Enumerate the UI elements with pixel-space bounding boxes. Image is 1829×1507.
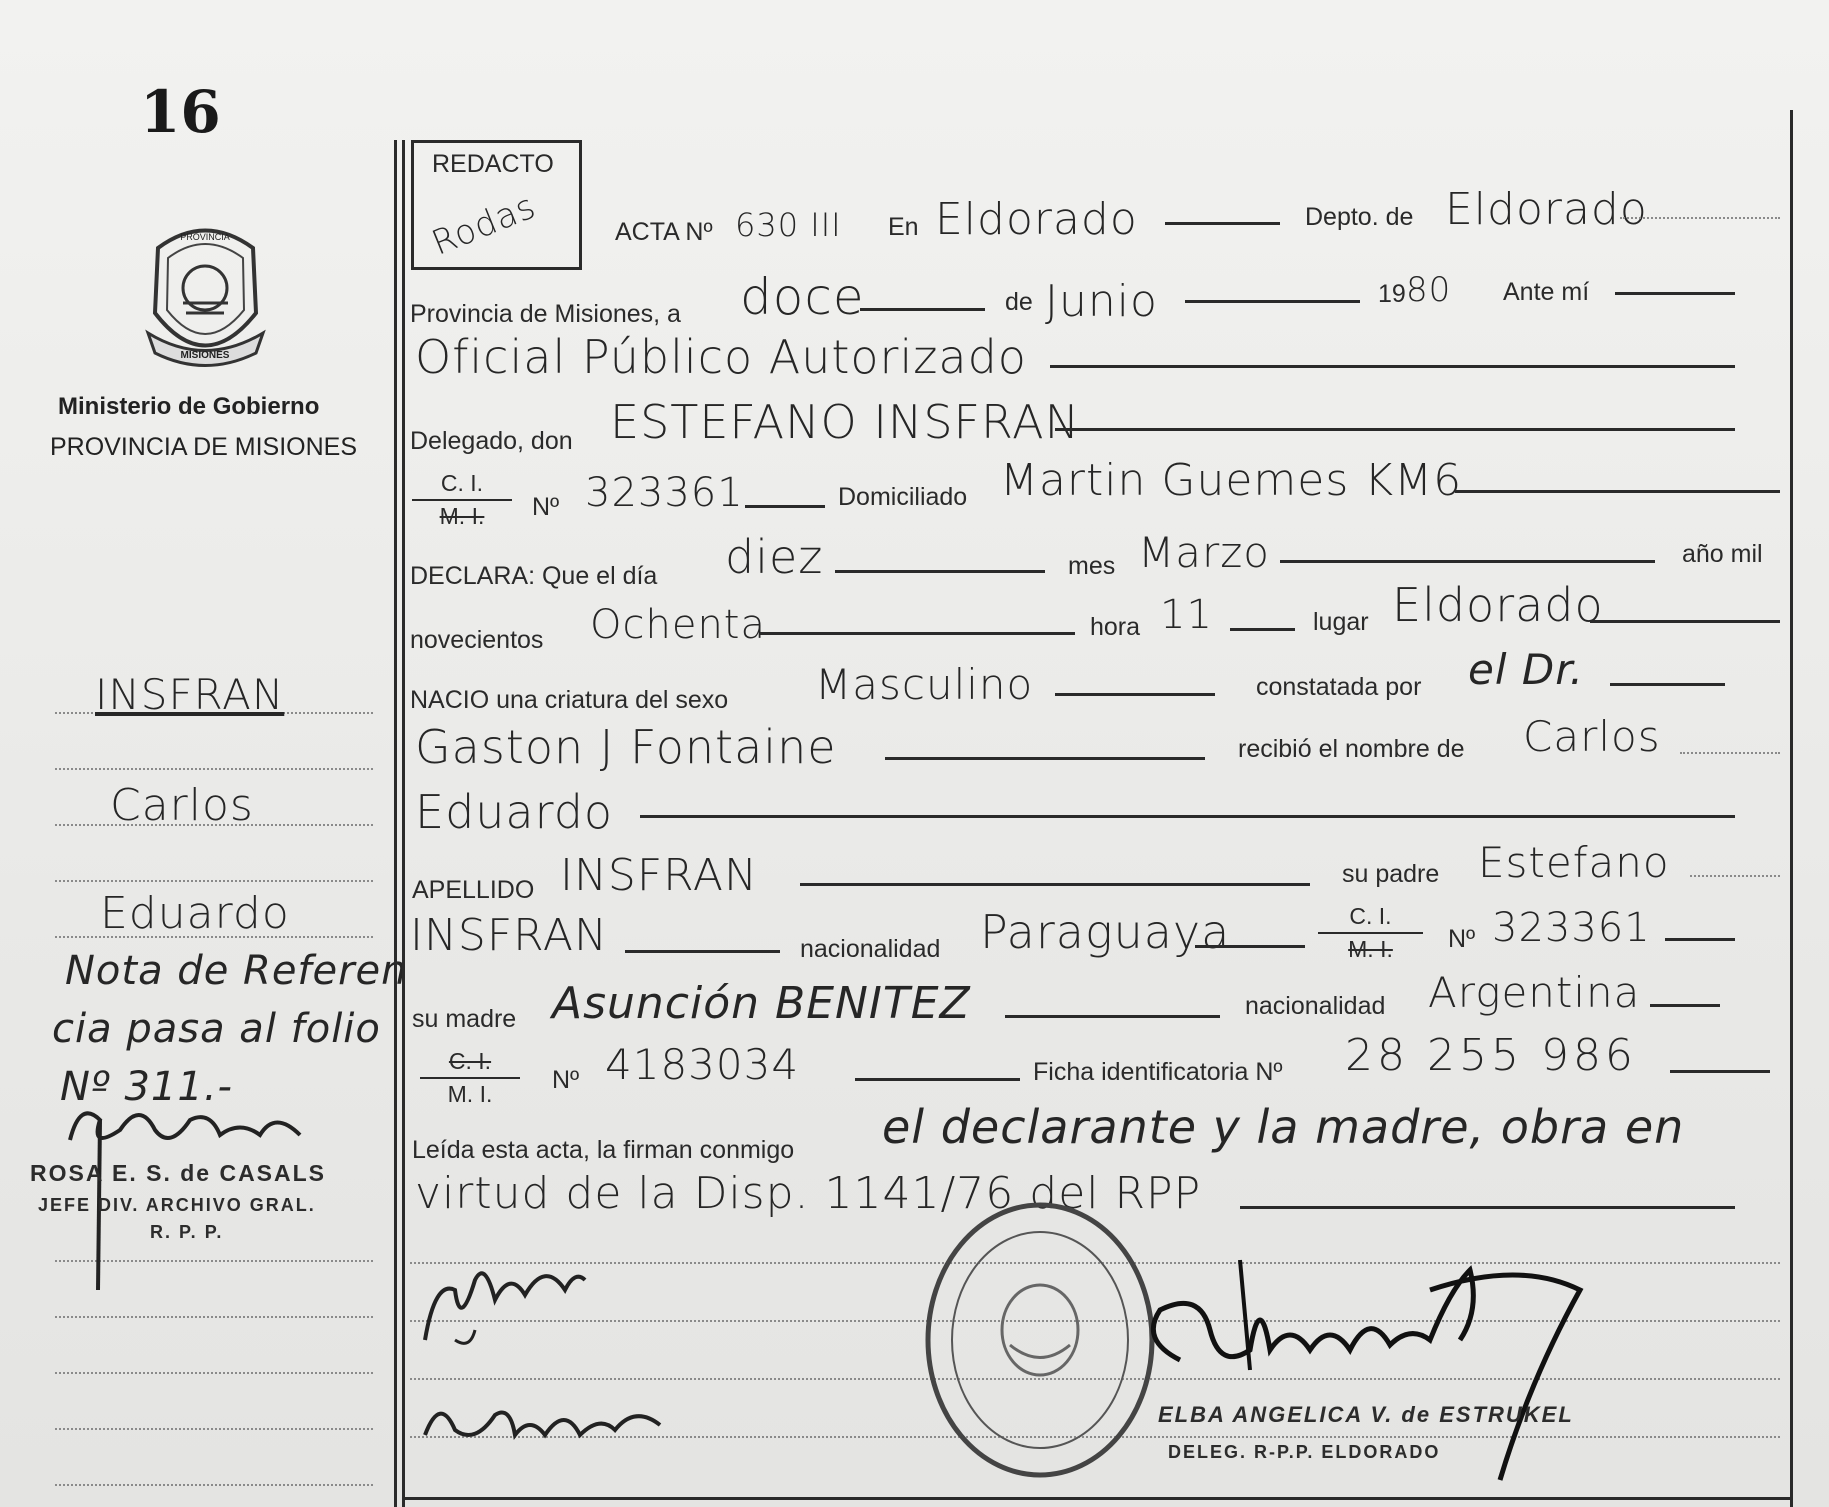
firman-1: el declarante y la madre, obra en bbox=[882, 1100, 1685, 1154]
padre-ci-fraction bbox=[1318, 903, 1423, 963]
madre-label: su madre bbox=[412, 1005, 517, 1033]
nombre-1: Carlos bbox=[1523, 712, 1661, 761]
page-number: 16 bbox=[140, 78, 221, 146]
oficial-stamp-role: DELEG. R-P.P. ELDORADO bbox=[1168, 1442, 1441, 1462]
margin-stamp-org: R. P. P. bbox=[150, 1222, 224, 1242]
margin-note-line-3: Nº 311.- bbox=[60, 1064, 233, 1110]
provincia-label: Provincia de Misiones, a bbox=[410, 300, 681, 328]
declarante-signature bbox=[415, 1250, 595, 1360]
constatada-label: constatada por bbox=[1256, 673, 1422, 701]
year-suffix: 80 bbox=[1406, 270, 1452, 310]
ante-label: Ante mí bbox=[1503, 278, 1590, 306]
acta-label: ACTA Nº bbox=[615, 218, 713, 246]
ci-top: C. I. bbox=[440, 470, 484, 496]
acta-no: 630 III bbox=[735, 206, 842, 244]
madre-signature bbox=[415, 1375, 675, 1465]
seal-text-top: PROVINCIA bbox=[180, 232, 230, 242]
margin-note-line-1: Nota de Referen bbox=[65, 948, 408, 994]
lugar-value: Eldorado bbox=[1392, 578, 1604, 632]
declara-label: DECLARA: Que el día bbox=[410, 562, 658, 590]
fecha-dia: doce bbox=[740, 268, 865, 326]
anio-label: año mil bbox=[1682, 540, 1763, 568]
sexo-value: Masculino bbox=[815, 660, 1034, 709]
margin-stamp-name: ROSA E. S. de CASALS bbox=[30, 1160, 327, 1186]
madre-ci-no-value: 4183034 bbox=[605, 1040, 800, 1089]
ci-no-value: 323361 bbox=[585, 470, 744, 516]
en-label: En bbox=[888, 213, 919, 241]
year-prefix: 19 bbox=[1378, 280, 1406, 308]
ci-no-label: Nº bbox=[532, 493, 560, 521]
oficial-value: Oficial Público Autorizado bbox=[415, 330, 1027, 384]
fecha-mes: Junio bbox=[1045, 276, 1158, 327]
apellido-value: INSFRAN bbox=[560, 850, 758, 901]
padre-2: INSFRAN bbox=[410, 910, 608, 961]
de-label: de bbox=[1005, 288, 1033, 316]
nac-anio-value: Ochenta bbox=[590, 602, 766, 648]
recibio-label: recibió el nombre de bbox=[1238, 735, 1465, 763]
delegado-value: ESTEFANO INSFRAN bbox=[610, 395, 1080, 449]
depto-label: Depto. de bbox=[1305, 203, 1414, 231]
margin-nombre-1: Carlos bbox=[110, 780, 254, 831]
padre-ci-no-value: 323361 bbox=[1492, 905, 1651, 951]
nacio-label: NACIO una criatura del sexo bbox=[410, 686, 729, 714]
padre-ci-no-label: Nº bbox=[1448, 925, 1476, 953]
seal-text-bottom: MISIONES bbox=[180, 350, 230, 361]
depto-value: Eldorado bbox=[1445, 184, 1648, 235]
ministry-name: Ministerio de Gobierno bbox=[58, 393, 320, 420]
margin-apellido: INSFRAN bbox=[95, 670, 285, 719]
hora-label: hora bbox=[1090, 613, 1141, 641]
ci-bottom: M. I. bbox=[439, 503, 485, 529]
delegado-label: Delegado, don bbox=[410, 427, 573, 455]
mes-label: mes bbox=[1068, 552, 1116, 580]
padre-nac-value: Paraguaya bbox=[980, 905, 1231, 959]
ministry-province: PROVINCIA DE MISIONES bbox=[50, 433, 358, 461]
nombre-2: Eduardo bbox=[415, 785, 614, 839]
madre-value: Asunción BENITEZ bbox=[552, 978, 971, 1029]
domicilio-value: Martin Guemes KM6 bbox=[1000, 455, 1463, 506]
margin-stamp-role: JEFE DIV. ARCHIVO GRAL. bbox=[38, 1195, 316, 1215]
margin-signature bbox=[60, 1080, 320, 1300]
ci-fraction bbox=[412, 470, 512, 530]
margin-nombre-2: Eduardo bbox=[100, 888, 290, 939]
oficial-stamp-name: ELBA ANGELICA V. de ESTRUKEL bbox=[1158, 1402, 1574, 1427]
ficha-value: 28 255 986 bbox=[1345, 1030, 1637, 1081]
domicilio-label: Domiciliado bbox=[838, 483, 968, 511]
hora-value: 11 bbox=[1160, 592, 1213, 638]
madre-ci-top: C. I. bbox=[448, 1048, 492, 1074]
redacto-label: REDACTO bbox=[432, 150, 554, 178]
padre-ci-bottom: M. I. bbox=[1348, 936, 1393, 962]
apellido-label: APELLIDO bbox=[412, 876, 535, 904]
en-value: Eldorado bbox=[935, 194, 1138, 245]
nac-mes-value: Marzo bbox=[1138, 528, 1270, 577]
madre-nac-value: Argentina bbox=[1428, 968, 1641, 1017]
ficha-label: Ficha identificatoria Nº bbox=[1033, 1058, 1283, 1086]
padre-nacionalidad-label: nacionalidad bbox=[800, 935, 941, 963]
margin-note-line-2: cia pasa al folio bbox=[52, 1006, 381, 1052]
constatada-2: Gaston J Fontaine bbox=[415, 720, 837, 774]
madre-ci-fraction bbox=[420, 1048, 520, 1108]
madre-nacionalidad-label: nacionalidad bbox=[1245, 992, 1386, 1020]
province-seal-icon bbox=[138, 218, 273, 368]
madre-ci-no-label: Nº bbox=[552, 1066, 580, 1094]
constatada-1: el Dr. bbox=[1468, 645, 1584, 694]
madre-ci-bottom: M. I. bbox=[447, 1081, 493, 1107]
padre-label: su padre bbox=[1342, 860, 1440, 888]
novecientos-label: novecientos bbox=[410, 626, 544, 654]
padre-1: Estefano bbox=[1478, 838, 1670, 887]
leida-label: Leída esta acta, la firman conmigo bbox=[412, 1136, 795, 1164]
firman-2: virtud de la Disp. 1141/76 del RPP bbox=[415, 1168, 1202, 1219]
nac-dia-value: diez bbox=[725, 530, 824, 584]
redacto-value: Rodas bbox=[426, 186, 542, 264]
padre-ci-top: C. I. bbox=[1349, 903, 1392, 929]
lugar-label: lugar bbox=[1313, 608, 1369, 636]
